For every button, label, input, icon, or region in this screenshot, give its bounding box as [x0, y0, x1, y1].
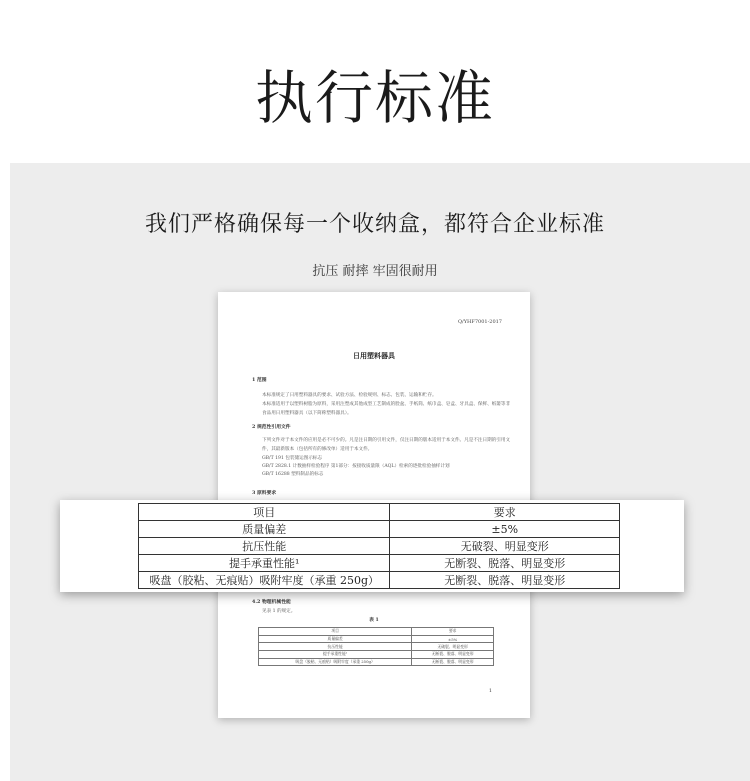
paragraph: GB/T 2828.1 计数抽样检验程序 第1部分：按接收质量限（AQL）检索的逐批检验抽样计划: [262, 464, 450, 469]
table-cell: 提手承重性能¹: [139, 555, 390, 572]
mini-standard-table: [258, 627, 494, 666]
table-cell: 无破裂、明显变形: [412, 643, 494, 651]
paragraph: GB/T 191 包装储运图示标志: [262, 456, 323, 461]
table-cell: ±5%: [412, 635, 494, 643]
table-row: [139, 572, 620, 589]
table-cell: ±5%: [390, 521, 620, 538]
table-cell: 无断裂、脱落、明显变形: [412, 651, 494, 659]
table-header-cell: 要求: [390, 504, 620, 521]
table-header-cell: 要求: [412, 628, 494, 636]
section-heading: 1 范围: [252, 377, 267, 383]
magnified-table-band: [60, 500, 684, 592]
table-cell: 质量偏差: [139, 521, 390, 538]
paragraph: 本标准规定了日用塑料器具的要求、试验方法、检验规则、标志、包装、运输和贮存。: [262, 393, 437, 398]
document-title: 日用塑料器具: [353, 351, 395, 360]
table-cell: 质量偏差: [259, 635, 412, 643]
table-cell: 吸盘（胶粘、无痕贴）吸附牢度（承重 250g）: [139, 572, 390, 589]
paragraph: 本标准适用于以塑料树脂为原料，采用注塑成其他成型工艺制成的脸盆、手纸筒、纸巾盒、皂盒、牙具盒、保鲜、纸篓等非食品用日用塑料器具（以下简称塑料器具）。: [262, 402, 511, 416]
table-cell: 无断裂、脱落、明显变形: [412, 658, 494, 666]
table-cell: 抗压性能: [259, 643, 412, 651]
paragraph: 见表 1 的规定。: [262, 609, 296, 614]
table-header-row: [259, 628, 494, 636]
paragraph: GB/T 16288 塑料制品的标志: [262, 472, 324, 477]
standard-table: [138, 503, 620, 589]
table-header-cell: 项目: [139, 504, 390, 521]
table-cell: 无破裂、明显变形: [390, 538, 620, 555]
table-header-row: [139, 504, 620, 521]
page-title: 执行标准: [254, 64, 495, 132]
table-row: [259, 635, 494, 643]
table-row: [259, 658, 494, 666]
section-heading: 4.2 物理机械性能: [252, 599, 291, 605]
table-cell: 提手承重性能¹: [259, 651, 412, 659]
document-code: Q/YHF7001-2017: [457, 319, 502, 325]
section-heading: 3 原料要求: [252, 490, 277, 496]
section-heading: 2 规范性引用文件: [252, 424, 291, 430]
table-row: [139, 555, 620, 572]
tagline: 抗压 耐摔 牢固很耐用: [312, 264, 438, 279]
table-row: [139, 521, 620, 538]
header-area: [0, 0, 750, 163]
table-cell: 无断裂、脱落、明显变形: [390, 555, 620, 572]
table-cell: 无断裂、脱落、明显变形: [390, 572, 620, 589]
subtitle: 我们严格确保每一个收纳盒，都符合企业标准: [144, 212, 605, 237]
table-cell: 抗压性能: [139, 538, 390, 555]
table-header-cell: 项目: [259, 628, 412, 636]
table-row: [259, 651, 494, 659]
table-cell: 吸盘（胶粘、无痕贴）吸附牢度（承重 250g）: [259, 658, 412, 666]
table-row: [259, 643, 494, 651]
table-caption: 表 1: [369, 618, 379, 623]
table-row: [139, 538, 620, 555]
paragraph: 下列文件对于本文件的应用是必不可少的。凡是注日期的引用文件，仅注日期的版本适用于本文件。凡是不注日期的引用文件，其最新版本（包括所有的修改单）适用于本文件。: [262, 438, 511, 452]
page-number: 1: [488, 688, 492, 694]
